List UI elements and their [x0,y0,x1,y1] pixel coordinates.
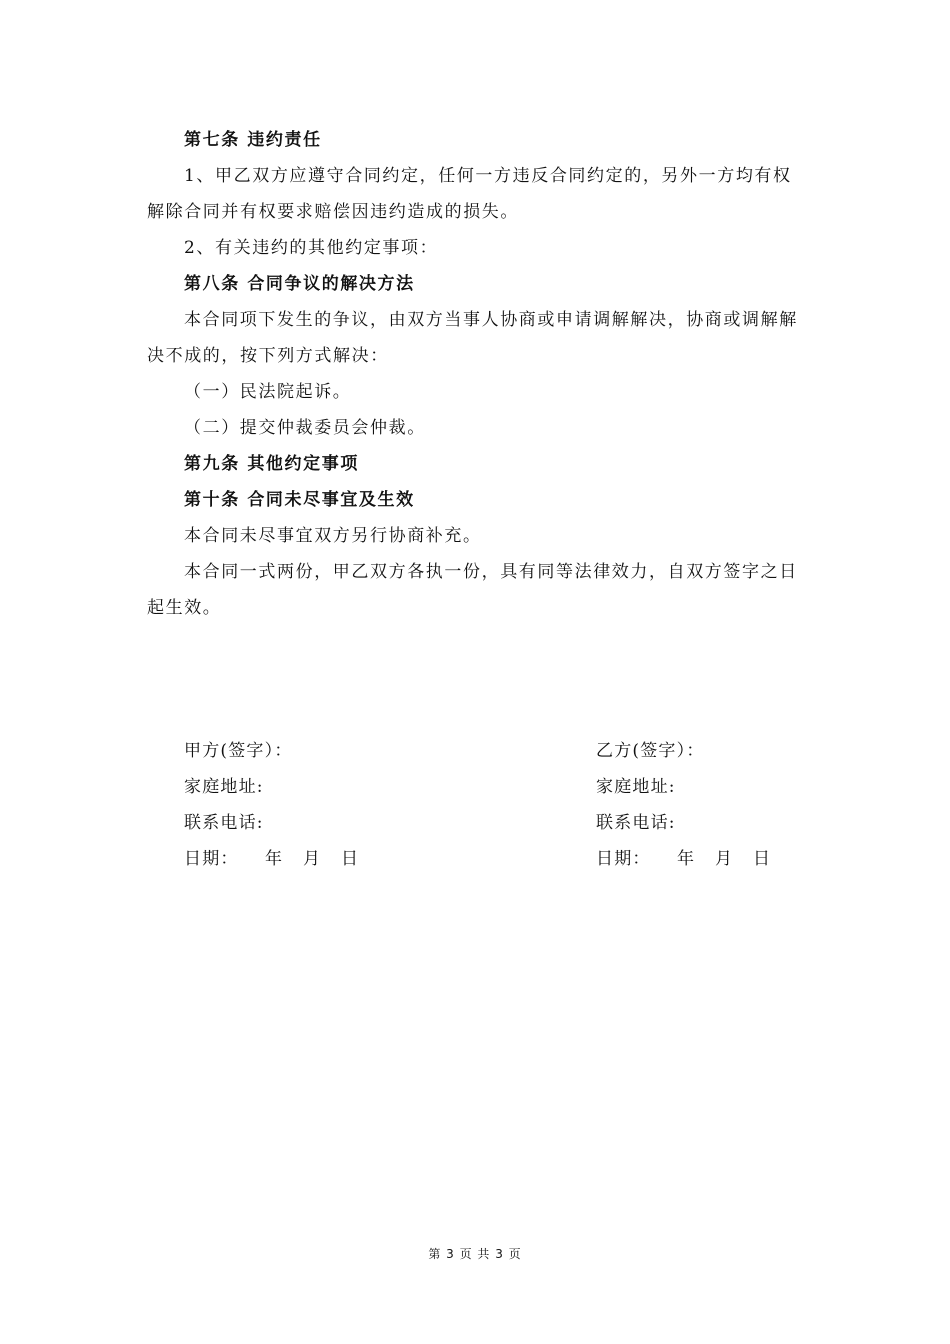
party-b-address-label: 家庭地址: [596,777,676,797]
party-b-date-label: 日期： 年 月 日 [596,849,772,869]
article-7-paragraph-1: 1、甲乙双方应遵守合同约定，任何一方违反合同约定的，另外一方均有权解除合同并有权要求赔偿因违约造成的损失。 [147,166,792,222]
article-10-paragraph-2: 本合同一式两份，甲乙双方各执一份，具有同等法律效力，自双方签字之日起生效。 [147,562,798,618]
party-b-signature-block [596,733,771,877]
party-a-signature-block [184,733,359,877]
article-9-heading: 第九条 其他约定事项 [184,454,359,474]
article-7-heading: 第七条 违约责任 [184,130,322,150]
article-7-paragraph-2: 2、有关违约的其他约定事项： [184,238,439,258]
article-10-heading: 第十条 合同未尽事宜及生效 [184,490,415,510]
party-a-date-label: 日期： 年 月 日 [184,849,360,869]
article-8-option-1: （一）民法院起诉。 [184,382,352,402]
article-8-heading: 第八条 合同争议的解决方法 [184,274,415,294]
article-10-paragraph-1: 本合同未尽事宜双方另行协商补充。 [184,526,482,546]
contract-body [147,122,807,626]
page-footer: 第 3 页 共 3 页 [428,1247,522,1261]
party-b-phone-label: 联系电话: [596,813,676,833]
article-8-option-2: （二）提交仲裁委员会仲裁。 [184,418,426,438]
party-a-sign-label: 甲方(签字）： [184,741,293,761]
article-8-paragraph-1: 本合同项下发生的争议，由双方当事人协商或申请调解解决，协商或调解解决不成的，按下列方式解决： [147,310,798,366]
party-a-address-label: 家庭地址: [184,777,264,797]
party-b-sign-label: 乙方(签字）： [596,741,705,761]
party-a-phone-label: 联系电话: [184,813,264,833]
